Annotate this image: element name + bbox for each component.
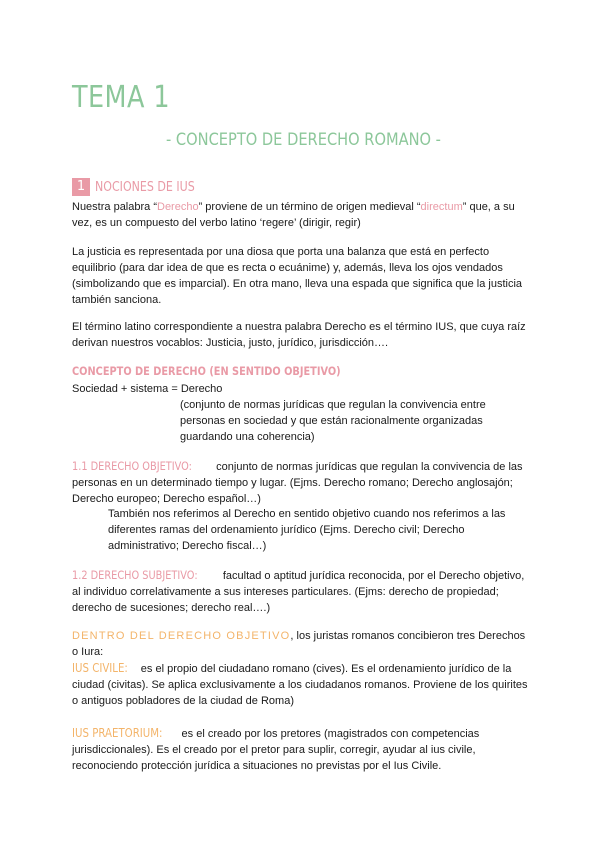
ius-civile-paragraph xyxy=(72,660,528,709)
section-heading xyxy=(72,178,212,196)
paragraph-justicia: La justicia es representada por una diosa que porta una balanza que está en perfecto equilibrio (para dar idea de que es recta o ecuánime) y, además, lleva los ojos vendados (simbolizando que es imparcial). En otra mano, lleva una espada que significa que la justicia también sanciona. xyxy=(72,246,523,306)
derecho-objetivo-label: 1.1 DERECHO OBJETIVO: xyxy=(72,459,192,473)
derecho-objetivo-text: conjunto de normas jurídicas que regulan la convivencia de las personas en un determinado tiempo y lugar. (Ejms. Derecho romano; Derecho anglosajón; Derecho europeo; Derecho español…) xyxy=(72,461,523,505)
highlight-derecho: Derecho xyxy=(157,201,199,213)
text-fragment: ” que, a su vez, es un compuesto del verbo latino ‘regere’ (dirigir, regir) xyxy=(72,201,515,229)
page-subtitle: - CONCEPTO DE DERECHO ROMANO - xyxy=(166,130,441,150)
ius-praetorium-label: IUS PRAETORIUM: xyxy=(72,726,163,740)
dentro-text: , los juristas romanos concibieron tres Derechos o Iura: xyxy=(72,630,526,658)
dentro-paragraph xyxy=(72,628,528,660)
page-title: TEMA 1 xyxy=(72,80,171,115)
paragraph-etymology xyxy=(72,199,528,231)
section-number-badge: 1 xyxy=(72,178,90,196)
concepto-heading: CONCEPTO DE DERECHO (EN SENTIDO OBJETIVO) xyxy=(72,364,341,378)
concepto-description: (conjunto de normas jurídicas que regulan la convivencia entre personas en sociedad y que están racionalmente organizadas guardando una coherencia) xyxy=(180,399,486,443)
derecho-subjetivo-label: 1.2 DERECHO SUBJETIVO: xyxy=(72,568,198,582)
derecho-subjetivo-paragraph xyxy=(72,567,528,616)
ius-praetorium-paragraph xyxy=(72,725,528,774)
text-fragment: ” proviene de un término de origen medieval “ xyxy=(198,201,421,213)
highlight-directum: directum xyxy=(420,201,463,213)
ius-praetorium-text: es el creado por los pretores (magistrados con competencias jurisdiccionales). Es el creado por el pretor para suplir, corregir, ayudar al ius civile, reconociendo protección jurídica a situaciones no previstas por el Ius Civile. xyxy=(72,728,480,772)
text-fragment: Nuestra palabra “ xyxy=(72,201,157,213)
concepto-formula: Sociedad + sistema = Derecho xyxy=(72,383,223,395)
dentro-label: DENTRO DEL DERECHO OBJETIVO xyxy=(72,630,291,642)
derecho-objetivo-paragraph xyxy=(72,458,528,507)
ius-civile-label: IUS CIVILE: xyxy=(72,661,128,675)
derecho-objetivo-indent: También nos referimos al Derecho en sentido objetivo cuando nos referimos a las diferentes ramas del ordenamiento jurídico (Ejms. Derecho civil; Derecho administrativo; Derecho fiscal…) xyxy=(108,508,506,552)
ius-civile-text: es el propio del ciudadano romano (cives). Es el ordenamiento jurídico de la ciudad (civitas). Se aplica exclusivamente a los ciudadanos romanos. Proviene de los quirites o antiguos pobladores de la ciudad de Roma) xyxy=(72,663,528,707)
derecho-subjetivo-text: facultad o aptitud jurídica reconocida, por el Derecho objetivo, al individuo correlativamente a sus intereses particulares. (Ejms: derecho de propiedad; derecho de sucesiones; derecho real….) xyxy=(72,570,525,614)
section-title: NOCIONES DE IUS xyxy=(95,179,195,195)
paragraph-ius: El término latino correspondiente a nuestra palabra Derecho es el término IUS, que cuya raíz derivan nuestros vocablos: Justicia, justo, jurídico, jurisdicción…. xyxy=(72,321,526,349)
